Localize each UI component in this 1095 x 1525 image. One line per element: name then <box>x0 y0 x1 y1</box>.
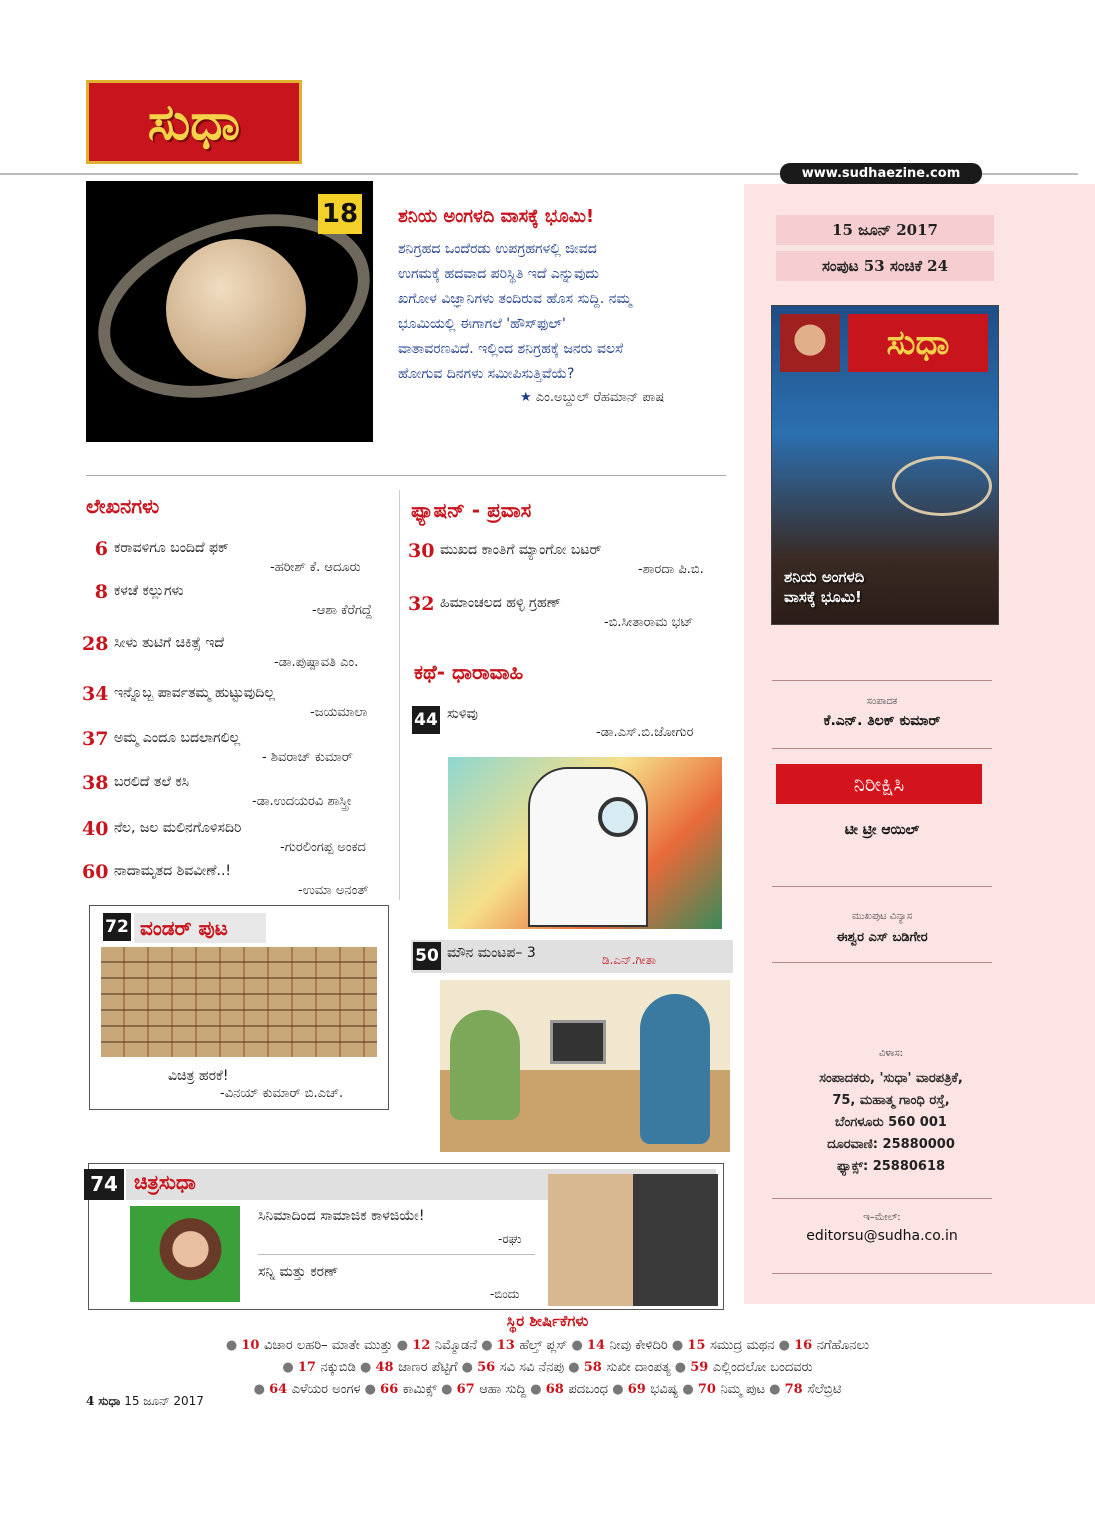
feature-line: ಶನಿಗ್ರಹದ ಒಂದೆರಡು ಉಪಗ್ರಹಗಳಲ್ಲಿ ಜೀವದ <box>398 241 597 257</box>
regular-column-page: 12 <box>412 1338 435 1353</box>
bullet-icon: ● <box>477 1338 497 1353</box>
email-address[interactable]: editorsu@sudha.co.in <box>806 1228 958 1244</box>
cover-design-name: ಈಶ್ವರ ಎಸ್ ಬಡಿಗೇರ <box>836 930 928 945</box>
wonder-page-number: 72 <box>103 913 131 941</box>
article-title: ನಾದಾಮೃತದ ಶಿವವೀಣೆ..! <box>114 863 232 879</box>
article-author: - ಶಿವರಾಜ್ ಕುಮಾರ್ <box>262 750 353 765</box>
serial-author: ಡಿ.ಎನ್.ಗೀತಾ <box>602 953 657 967</box>
article-page: 34 <box>82 683 109 705</box>
article-author: -ಡಾ.ಉದಯರವಿ ಶಾಸ್ತ್ರೀ <box>252 794 352 809</box>
regular-column-title[interactable]: ಹೆಲ್ತ್ ಪ್ಲಸ್ <box>519 1338 568 1353</box>
regular-column-title[interactable]: ಎಳೆಯರ ಅಂಗಳ <box>291 1382 361 1397</box>
regular-column-page: 13 <box>496 1338 520 1353</box>
chitrasudha-title[interactable]: ಚಿತ್ರಸುಧಾ <box>134 1170 196 1194</box>
address-line: ಬೆಂಗಳೂರು 560 001 <box>835 1115 947 1130</box>
article-title: ಕರಾವಳಿಗೂ ಬಂದಿದೆ ಫಕ್ <box>114 540 229 556</box>
regular-column-title[interactable]: ನಕ್ಕುಬಿಡಿ <box>320 1360 356 1375</box>
divider <box>86 475 726 476</box>
feature-line: ಭೂಮಿಯಲ್ಲಿ ಈಗಾಗಲೆ 'ಹೌಸ್‌ಫುಲ್' <box>398 316 566 332</box>
regular-column-title[interactable]: ಸವಿ ಸವಿ ನೆನಪು <box>499 1360 565 1375</box>
article-author: -ಉಮಾ ಅನಂತ್ <box>298 883 369 898</box>
regular-column-page: 16 <box>794 1338 817 1353</box>
story-illustration[interactable] <box>448 757 722 929</box>
bullet-icon: ● <box>360 1382 381 1397</box>
inspect-heading: ನಿರೀಕ್ಷಿಸಿ <box>776 764 982 804</box>
wonder-author: -ವಿನಯ್ ಕುಮಾರ್ ಬಿ.ಎಚ್. <box>220 1086 344 1101</box>
serial-illustration[interactable] <box>440 980 730 1152</box>
cinema-item-title[interactable]: ಸಿನಿಮಾದಿಂದ ಸಾಮಾಜಿಕ ಕಾಳಜಿಯೇ! <box>258 1208 425 1224</box>
article-author: -ಶಾರದಾ ಪಿ.ಬಿ. <box>638 562 704 577</box>
cinema-item-author: -ರಘು <box>498 1232 522 1246</box>
divider <box>772 1198 992 1199</box>
regular-column-title[interactable]: ನಿಮ್ಮೊಡನೆ <box>434 1338 478 1353</box>
bullet-icon: ● <box>667 1338 688 1353</box>
regular-columns-line <box>0 1360 1095 1375</box>
serial-page-number: 50 <box>413 942 441 970</box>
feature-summary <box>398 237 728 387</box>
cover-planet-icon <box>892 456 992 516</box>
article-page: 32 <box>408 593 435 615</box>
bullet-icon: ● <box>678 1382 698 1397</box>
divider <box>772 680 992 681</box>
bullet-icon: ● <box>253 1382 270 1397</box>
address-line: ಸಂಪಾದಕರು, 'ಸುಧಾ' ವಾರಪತ್ರಿಕೆ, <box>819 1071 963 1086</box>
cover-image[interactable] <box>771 305 999 625</box>
monitor-icon <box>550 1020 606 1064</box>
website-url[interactable]: www.sudhaezine.com <box>780 163 982 184</box>
article-author: -ಹರೀಶ್ ಕೆ. ಆದೂರು <box>270 560 361 575</box>
article-title: ಮುಖದ ಕಾಂತಿಗೆ ಮ್ಯಾಂಗೋ ಬಟರ್ <box>440 542 602 558</box>
bullet-icon: ● <box>526 1382 546 1397</box>
article-page: 28 <box>82 633 109 655</box>
divider <box>772 1273 992 1274</box>
bullet-icon: ● <box>774 1338 795 1353</box>
regular-column-page: 78 <box>784 1382 808 1397</box>
regular-column-page: 69 <box>627 1382 651 1397</box>
feature-title[interactable]: ಶನಿಯ ಅಂಗಳದಿ ವಾಸಕ್ಕೆ ಭೂಮಿ! <box>398 206 595 227</box>
illustration-woman <box>450 1010 520 1120</box>
regular-column-page: 17 <box>297 1360 321 1375</box>
article-page: 30 <box>408 540 435 562</box>
article-title: ಹಿಮಾಂಚಲದ ಹಳ್ಳಿ ಗ್ರಹಣ್ <box>440 595 561 611</box>
regular-column-page: 70 <box>697 1382 721 1397</box>
divider <box>772 748 992 749</box>
page-footer <box>86 1394 204 1409</box>
celebrity-photo[interactable] <box>548 1174 718 1306</box>
article-author: -ಗುರಲಿಂಗಪ್ಪ ಅಂಕದ <box>280 840 366 855</box>
bullet-icon: ● <box>355 1360 376 1375</box>
regular-column-page: 14 <box>586 1338 610 1353</box>
regular-column-page: 56 <box>477 1360 500 1375</box>
phone-line: ದೂರವಾಣಿ: 25880000 <box>827 1137 955 1152</box>
article-title: ಇನ್ನೊಬ್ಬ ಪಾರ್ವತಮ್ಮ ಹುಟ್ಟುವುದಿಲ್ಲ <box>114 685 275 701</box>
bullet-icon: ● <box>567 1338 587 1353</box>
divider <box>772 886 992 887</box>
column-divider <box>399 490 400 900</box>
masthead-logo <box>86 80 302 164</box>
issue-volume: ಸಂಪುಟ 53 ಸಂಚಿಕೆ 24 <box>776 251 994 281</box>
article-page: 40 <box>82 818 109 840</box>
regular-column-title[interactable]: ಸೆಲೆಬ್ರಿಟಿ <box>807 1382 842 1397</box>
regular-column-title[interactable]: ಸಮುದ್ರ ಮಥನ <box>709 1338 775 1353</box>
regular-column-title[interactable]: ಭವಿಷ್ಯ <box>650 1382 679 1397</box>
bullet-icon: ● <box>564 1360 584 1375</box>
fax-line: ಫ್ಯಾಕ್ಸ್: 25880618 <box>836 1159 946 1174</box>
regular-column-title[interactable]: ಜಾಣರ ಪೆಟ್ಟಿಗೆ <box>398 1360 458 1375</box>
footer-page-number: 4 <box>86 1394 95 1408</box>
divider <box>772 962 992 963</box>
feature-author-name: ಎಂ.ಅಬ್ದುಲ್ ರೆಹಮಾನ್ ಪಾಷ <box>535 390 665 405</box>
cover-portrait <box>780 314 840 372</box>
regular-column-page: 10 <box>241 1338 265 1353</box>
regular-columns-line <box>0 1338 1095 1353</box>
article-author: -ಜಯಮಾಲಾ <box>310 705 368 720</box>
regular-column-title[interactable]: ಕಾಮಿಕ್ಸ್ <box>402 1382 437 1397</box>
serial-title[interactable]: ಮೌನ ಮಂಟಪ– 3 <box>447 945 536 961</box>
regular-column-page: 58 <box>583 1360 607 1375</box>
divider <box>258 1254 535 1255</box>
cover-design-label: ಮುಖಪುಟ ವಿನ್ಯಾಸ <box>851 911 913 922</box>
article-title: ಬರಲಿದೆ ತಲೆ ಕಸಿ <box>114 774 190 790</box>
bullet-icon: ● <box>225 1338 242 1353</box>
address-line: 75, ಮಹಾತ್ಮ ಗಾಂಧಿ ರಸ್ತೆ, <box>832 1093 950 1108</box>
cover-caption-line2: ವಾಸಕ್ಕೆ ಭೂಮಿ! <box>784 588 862 606</box>
regular-column-page: 15 <box>687 1338 710 1353</box>
article-page: 60 <box>82 861 109 883</box>
regular-column-page: 68 <box>545 1382 569 1397</box>
footer-date: 15 ಜೂನ್ 2017 <box>124 1394 204 1408</box>
feature-page-number: 18 <box>318 194 362 234</box>
feature-line: ಉಗಮಕ್ಕೆ ಹದವಾದ ಪರಿಸ್ಥಿತಿ ಇದೆ ಎನ್ನುವುದು <box>398 266 599 282</box>
article-author: -ಡಾ.ಪುಷ್ಪಾವತಿ ಎಂ. <box>274 655 359 670</box>
illustration-figure <box>528 767 648 927</box>
regular-column-title[interactable]: ಪದಬಂಧ <box>568 1382 609 1397</box>
magnifier-icon <box>598 797 638 837</box>
regular-column-page: 67 <box>456 1382 480 1397</box>
article-author: -ಆಶಾ ಕೆರೆಗದ್ದೆ <box>312 603 373 618</box>
bullet-icon: ● <box>670 1360 691 1375</box>
article-author: -ಬಿ.ಸೀತಾರಾಮ ಭಟ್ <box>604 615 694 630</box>
article-title: ಕಳಚೆ ಕಲ್ಲುಗಳು <box>114 583 184 599</box>
feature-line: ವಾತಾವರಣವಿದೆ. ಇಲ್ಲಿಂದ ಶನಿಗ್ರಹಕ್ಕೆ ಜನರು ವಲಸೆ <box>398 341 624 357</box>
regular-column-title[interactable]: ನಿಮ್ಮ ಪುಟ <box>720 1382 766 1397</box>
issue-date: 15 ಜೂನ್ 2017 <box>776 215 994 245</box>
inspect-item[interactable]: ಟೀ ಟ್ರೀ ಆಯಿಲ್ <box>844 822 920 838</box>
feature-author <box>520 390 664 405</box>
regular-column-page: 64 <box>269 1382 292 1397</box>
regular-column-page: 66 <box>380 1382 403 1397</box>
star-icon: ★ <box>520 390 532 405</box>
bullet-icon: ● <box>436 1382 457 1397</box>
feature-line: ಖಗೋಳ ವಿಜ್ಞಾನಿಗಳು ತಂದಿರುವ ಹೊಸ ಸುದ್ದಿ. ನಮ್ಮ <box>398 291 632 307</box>
story-author: -ಡಾ.ಎಸ್.ಬಿ.ಜೋಗುರ <box>596 725 694 740</box>
regular-column-title[interactable]: ಆಹಾ ಸುದ್ದಿ <box>479 1382 527 1397</box>
story-title[interactable]: ಸುಳಿವು <box>447 706 478 722</box>
wonder-caption: ವಿಚಿತ್ರ ಹರಕೆ! <box>168 1068 229 1084</box>
cover-logo: ಸುಧಾ <box>848 314 988 372</box>
bullet-icon: ● <box>282 1360 298 1375</box>
feature-line: ಹೋಗುವ ದಿನಗಳು ಸಮೀಪಿಸುತ್ತಿವೆಯೆ? <box>398 366 575 382</box>
article-title: ಸೀಳು ತುಟಿಗೆ ಚಿಕಿತ್ಸೆ ಇದೆ <box>114 635 225 651</box>
wonder-title[interactable]: ವಂಡರ್ ಪುಟ <box>134 913 266 943</box>
bullet-icon: ● <box>392 1338 413 1353</box>
article-page: 38 <box>82 772 109 794</box>
cover-caption-line1: ಶನಿಯ ಅಂಗಳದಿ <box>784 568 865 586</box>
article-page: 8 <box>94 581 108 603</box>
regular-column-page: 48 <box>375 1360 399 1375</box>
fashion-travel-heading: ಫ್ಯಾಷನ್ - ಪ್ರವಾಸ <box>411 498 532 522</box>
masthead-logo-text: ಸುಧಾ <box>147 92 241 151</box>
bullet-icon: ● <box>457 1360 478 1375</box>
regular-column-title[interactable]: ಎಲ್ಲಿಂದಲೋ ಬಂದವರು <box>712 1360 813 1375</box>
regular-column-title[interactable]: ನಗೆಹೊನಲು <box>816 1338 870 1353</box>
editor-label: ಸಂಪಾದಕ <box>866 696 898 707</box>
cinema-item-author: -ಬಿಂದು <box>490 1287 520 1301</box>
wonder-image[interactable] <box>101 947 377 1057</box>
regular-columns-heading: ಸ್ಥಿರ ಶೀರ್ಷಿಕೆಗಳು <box>506 1312 589 1330</box>
regular-column-page: 59 <box>690 1360 713 1375</box>
regular-column-title[interactable]: ವಿಚಾರ ಲಹರಿ– ಮಾತೇ ಮುತ್ತು <box>264 1338 393 1353</box>
article-title: ಅಮ್ಮ ಎಂದೂ ಬದಲಾಗಲಿಲ್ಲ <box>114 730 241 746</box>
bullet-icon: ● <box>608 1382 628 1397</box>
cinema-item-title[interactable]: ಸನ್ನಿ ಮತ್ತು ಕರಣ್ <box>258 1264 339 1280</box>
regular-column-title[interactable]: ಸುಖೀ ದಾಂಪತ್ಯ <box>606 1360 671 1375</box>
footer-magazine: ಸುಧಾ <box>98 1394 121 1408</box>
actress-photo[interactable] <box>130 1206 240 1302</box>
chitrasudha-page-number: 74 <box>84 1169 124 1200</box>
email-label: ಇ–ಮೇಲ್: <box>863 1212 901 1223</box>
bullet-icon: ● <box>765 1382 785 1397</box>
article-page: 6 <box>94 538 108 560</box>
story-serial-heading: ಕಥೆ- ಧಾರಾವಾಹಿ <box>414 660 524 684</box>
illustration-man <box>640 994 710 1144</box>
article-title: ನೆಲ, ಜಲ ಮಲಿನಗೊಳಿಸದಿರಿ <box>114 820 242 836</box>
regular-column-title[interactable]: ನೀವು ಕೇಳಿದಿರಿ <box>609 1338 668 1353</box>
articles-heading: ಲೇಖನಗಳು <box>86 494 160 518</box>
article-page: 37 <box>82 728 109 750</box>
address-label: ವಿಳಾಸ: <box>878 1048 904 1059</box>
editor-name: ಕೆ.ಎನ್. ತಿಲಕ್ ಕುಮಾರ್ <box>823 713 941 729</box>
story-page-number: 44 <box>412 706 440 734</box>
